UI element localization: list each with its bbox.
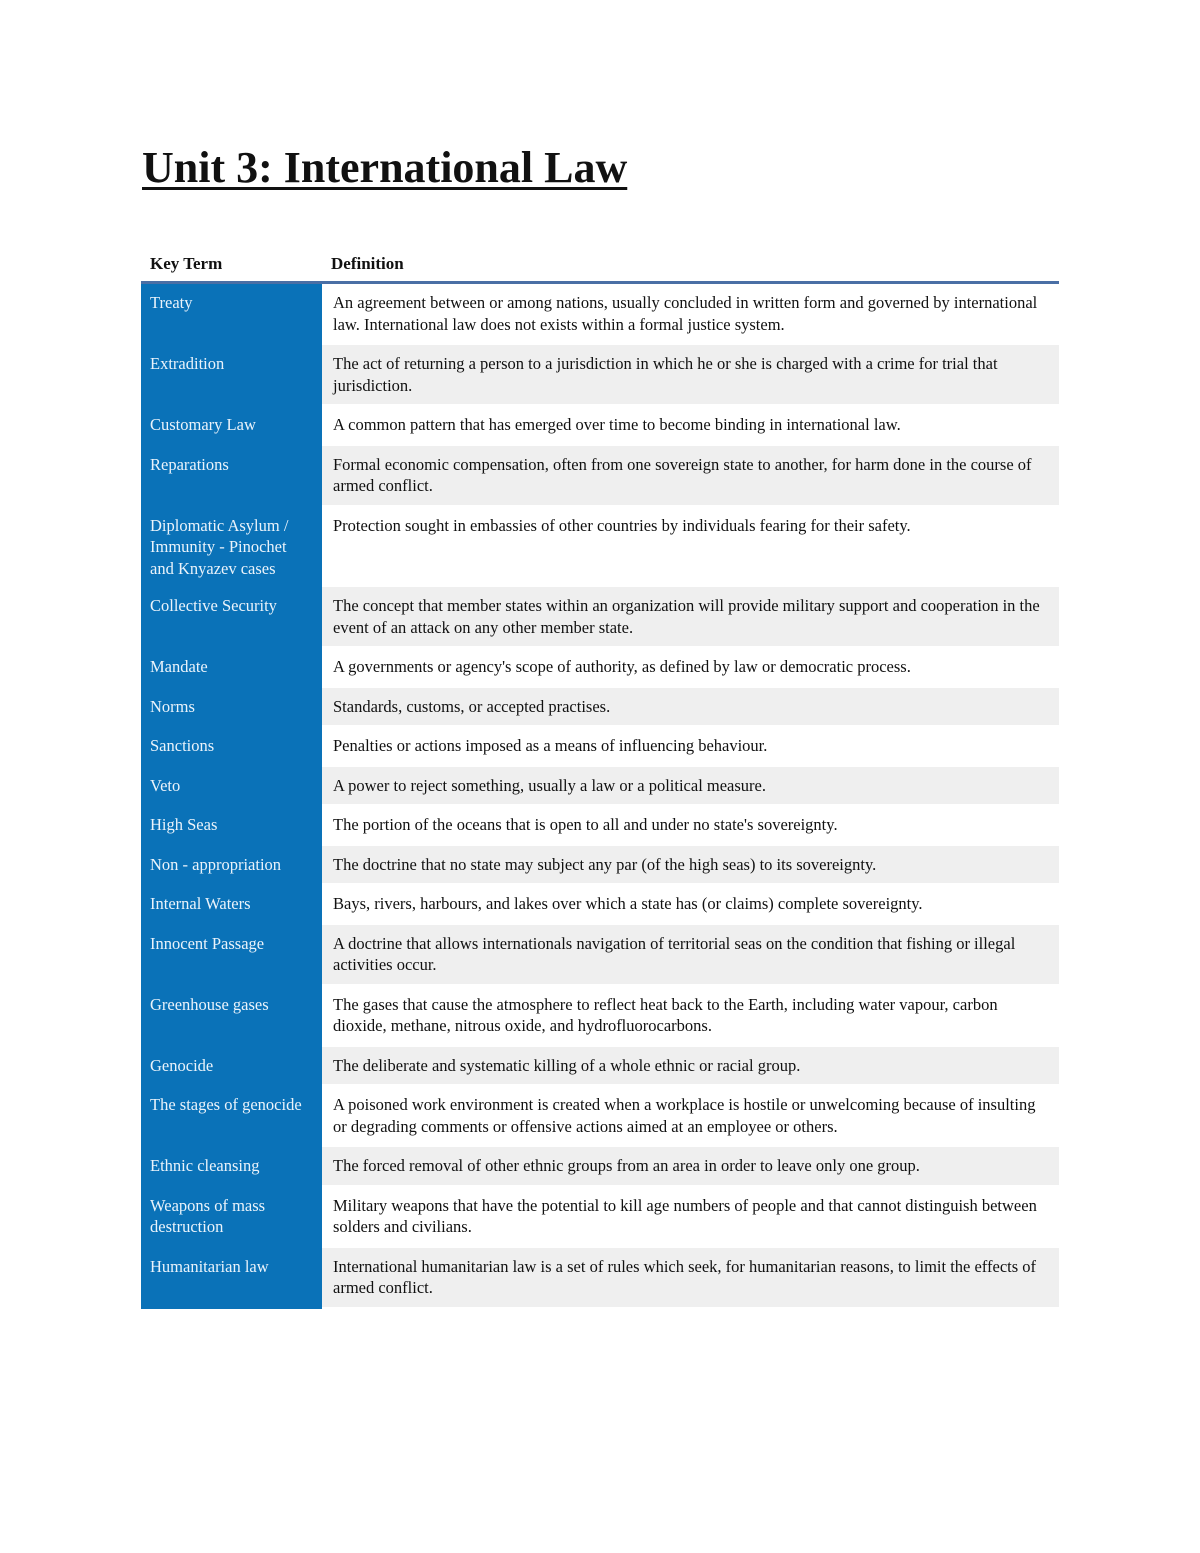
key-term-cell: Treaty [141,284,322,345]
table-header [141,248,1059,284]
key-term-cell: Internal Waters [141,885,322,925]
table-row [141,446,1059,507]
key-term-cell: Genocide [141,1047,322,1087]
definition-cell: Bays, rivers, harbours, and lakes over which a state has (or claims) complete sovereignty. [322,885,1059,925]
key-term-cell: Collective Security [141,587,322,648]
table-row [141,925,1059,986]
key-term-cell: Ethnic cleansing [141,1147,322,1187]
definition-cell: The gases that cause the atmosphere to reflect heat back to the Earth, including water vapour, carbon dioxide, methane, nitrous oxide, and hydrofluorocarbons. [322,986,1059,1047]
definition-header: Definition [331,254,404,273]
table-row [141,846,1059,886]
definition-cell: A common pattern that has emerged over time to become binding in international law. [322,406,1059,446]
table-row [141,727,1059,767]
key-term-cell: Diplomatic Asylum / Immunity - Pinochet and Knyazev cases [141,507,322,588]
key-term-cell: High Seas [141,806,322,846]
table-row [141,1187,1059,1248]
table-row [141,1047,1059,1087]
definition-cell: Military weapons that have the potential to kill age numbers of people and that cannot distinguish between solders and civilians. [322,1187,1059,1248]
table-body [141,284,1059,1309]
key-term-cell: Humanitarian law [141,1248,322,1309]
definition-cell: The doctrine that no state may subject any par (of the high seas) to its sovereignty. [322,846,1059,886]
key-term-cell: Norms [141,688,322,728]
definition-cell: Formal economic compensation, often from one sovereign state to another, for harm done in the course of armed conflict. [322,446,1059,507]
definition-cell: An agreement between or among nations, usually concluded in written form and governed by international law. International law does not exists within a formal justice system. [322,284,1059,345]
definition-cell: The concept that member states within an organization will provide military support and cooperation in the event of an attack on any other member state. [322,587,1059,648]
definition-cell: Protection sought in embassies of other countries by individuals fearing for their safety. [322,507,1059,588]
table-row [141,1248,1059,1309]
definition-cell: The act of returning a person to a jurisdiction in which he or she is charged with a crime for trial that jurisdiction. [322,345,1059,406]
table-row [141,406,1059,446]
definition-cell: A power to reject something, usually a law or a political measure. [322,767,1059,807]
definition-cell: The deliberate and systematic killing of a whole ethnic or racial group. [322,1047,1059,1087]
table-row [141,1086,1059,1147]
key-term-cell: Greenhouse gases [141,986,322,1047]
key-term-cell: Weapons of mass destruction [141,1187,322,1248]
page-title: Unit 3: International Law [142,143,628,192]
table-row [141,986,1059,1047]
key-term-cell: Customary Law [141,406,322,446]
key-term-cell: The stages of genocide [141,1086,322,1147]
table-row [141,284,1059,345]
key-term-cell: Innocent Passage [141,925,322,986]
definition-cell: A poisoned work environment is created when a workplace is hostile or unwelcoming because of insulting or degrading comments or offensive actions aimed at an employee or others. [322,1086,1059,1147]
key-term-cell: Sanctions [141,727,322,767]
key-term-cell: Extradition [141,345,322,406]
table-row [141,507,1059,588]
key-term-cell: Non - appropriation [141,846,322,886]
table-row [141,345,1059,406]
table-row [141,688,1059,728]
definition-cell: The forced removal of other ethnic groups from an area in order to leave only one group. [322,1147,1059,1187]
definition-cell: A governments or agency's scope of authority, as defined by law or democratic process. [322,648,1059,688]
definition-cell: International humanitarian law is a set of rules which seek, for humanitarian reasons, to limit the effects of armed conflict. [322,1248,1059,1309]
key-term-cell: Reparations [141,446,322,507]
definition-cell: A doctrine that allows internationals navigation of territorial seas on the condition that fishing or illegal activities occur. [322,925,1059,986]
key-term-cell: Veto [141,767,322,807]
table-row [141,767,1059,807]
table-row [141,885,1059,925]
key-term-cell: Mandate [141,648,322,688]
table-row [141,587,1059,648]
key-term-header: Key Term [150,254,223,273]
table-row [141,806,1059,846]
definition-cell: Standards, customs, or accepted practises. [322,688,1059,728]
definition-cell: Penalties or actions imposed as a means of influencing behaviour. [322,727,1059,767]
definition-cell: The portion of the oceans that is open to all and under no state's sovereignty. [322,806,1059,846]
glossary-table [141,248,1059,1309]
table-row [141,648,1059,688]
table-row [141,1147,1059,1187]
